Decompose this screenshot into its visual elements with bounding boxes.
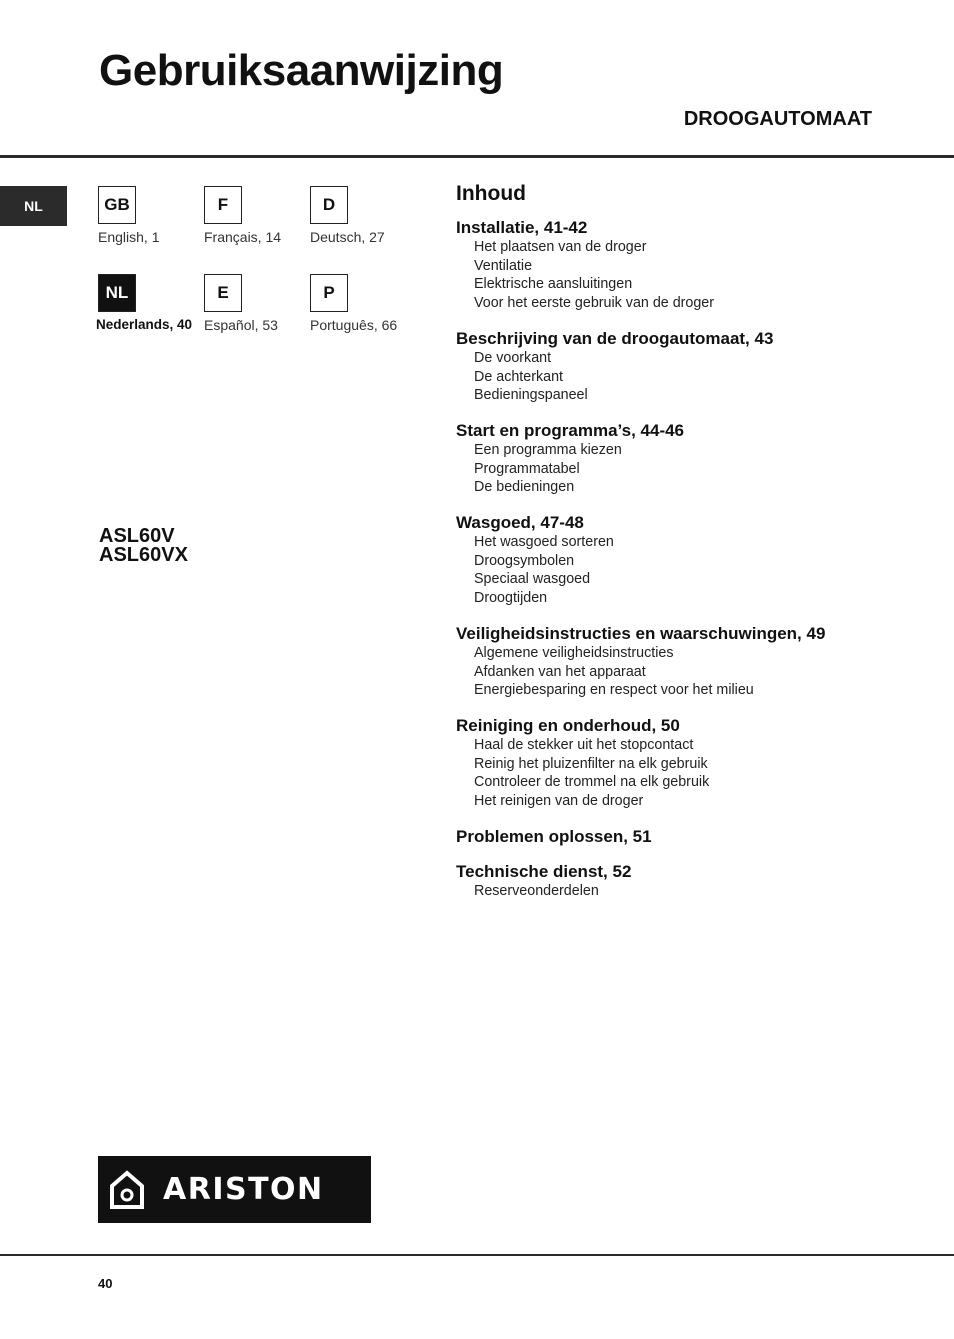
language-caption: English, 1 xyxy=(98,229,160,245)
language-caption: Nederlands, 40 xyxy=(96,317,193,332)
model-numbers xyxy=(99,527,188,565)
toc-subitems xyxy=(474,882,926,901)
house-icon xyxy=(109,1170,145,1210)
toc-subitem[interactable]: Energiebesparing en respect voor het milieu xyxy=(474,682,754,699)
language-code-box: E xyxy=(204,274,242,312)
toc-section-title[interactable]: Reiniging en onderhoud, 50 xyxy=(456,715,680,735)
toc-subitem[interactable]: Voor het eerste gebruik van de droger xyxy=(474,295,715,312)
language-caption: Deutsch, 27 xyxy=(310,229,385,245)
toc-subitem[interactable]: Elektrische aansluitingen xyxy=(474,276,633,293)
language-code-box: GB xyxy=(98,186,136,224)
table-of-contents xyxy=(456,182,926,916)
language-code-box: P xyxy=(310,274,348,312)
language-nl[interactable] xyxy=(98,274,192,332)
language-d[interactable] xyxy=(310,186,385,245)
toc-heading: Inhoud xyxy=(456,182,526,205)
toc-subitem[interactable]: Haal de stekker uit het stopcontact xyxy=(474,736,694,753)
toc-subitem[interactable]: Droogtijden xyxy=(474,590,548,607)
top-divider xyxy=(0,155,954,158)
toc-section-title[interactable]: Beschrijving van de droogautomaat, 43 xyxy=(456,328,774,348)
toc-section xyxy=(456,513,926,608)
model-number: ASL60V xyxy=(99,525,175,547)
toc-subitem[interactable]: Droogsymbolen xyxy=(474,552,575,569)
language-f[interactable] xyxy=(204,186,281,245)
language-p[interactable] xyxy=(310,274,397,333)
language-code-box: D xyxy=(310,186,348,224)
language-side-tab: NL xyxy=(0,186,67,226)
language-code-box: NL xyxy=(98,274,136,312)
toc-subitem[interactable]: Controleer de trommel na elk gebruik xyxy=(474,774,710,791)
toc-subitem[interactable]: Het reinigen van de droger xyxy=(474,793,644,810)
toc-section xyxy=(456,218,926,313)
toc-subitem[interactable]: Ventilatie xyxy=(474,257,533,274)
bottom-divider xyxy=(0,1254,954,1256)
toc-subitems xyxy=(474,238,926,313)
toc-subitems xyxy=(474,349,926,405)
brand-name: ARISTON xyxy=(163,1172,324,1207)
language-caption: Português, 66 xyxy=(310,317,398,333)
toc-section-title[interactable]: Wasgoed, 47-48 xyxy=(456,513,584,533)
toc-subitem[interactable]: Reserveonderdelen xyxy=(474,882,599,899)
toc-subitems xyxy=(474,736,926,811)
toc-section xyxy=(456,624,926,700)
language-caption: Français, 14 xyxy=(204,229,282,245)
product-type: DROOGAUTOMAAT xyxy=(683,108,872,130)
toc-subitems xyxy=(474,441,926,497)
toc-subitem[interactable]: Bedieningspaneel xyxy=(474,387,588,404)
toc-subitem[interactable]: Programmatabel xyxy=(474,460,580,477)
toc-subitem[interactable]: De bedieningen xyxy=(474,479,575,496)
toc-section xyxy=(456,421,926,497)
toc-section-title[interactable]: Installatie, 41-42 xyxy=(456,218,588,237)
toc-section xyxy=(456,827,926,846)
toc-subitem[interactable]: Algemene veiligheidsinstructies xyxy=(474,644,674,661)
toc-section-title[interactable]: Problemen oplossen, 51 xyxy=(456,826,652,846)
model-number: ASL60VX xyxy=(99,544,188,566)
brand-logo xyxy=(98,1156,371,1223)
toc-subitem[interactable]: Reinig het pluizenfilter na elk gebruik xyxy=(474,755,708,772)
language-caption: Español, 53 xyxy=(204,317,278,333)
toc-subitem[interactable]: De voorkant xyxy=(474,349,552,366)
page-number: 40 xyxy=(98,1276,113,1291)
language-e[interactable] xyxy=(204,274,278,333)
toc-section xyxy=(456,716,926,811)
toc-section xyxy=(456,862,926,901)
toc-subitem[interactable]: Het plaatsen van de droger xyxy=(474,239,647,255)
toc-subitem[interactable]: Afdanken van het apparaat xyxy=(474,663,646,680)
toc-subitem[interactable]: Een programma kiezen xyxy=(474,441,622,458)
toc-subitem[interactable]: Het wasgoed sorteren xyxy=(474,534,614,551)
toc-subitems xyxy=(474,533,926,608)
toc-section-title[interactable]: Veiligheidsinstructies en waarschuwingen, 49 xyxy=(456,623,826,643)
toc-sections xyxy=(456,218,926,900)
toc-section-title[interactable]: Technische dienst, 52 xyxy=(456,861,632,881)
toc-subitem[interactable]: Speciaal wasgoed xyxy=(474,571,591,588)
language-gb[interactable] xyxy=(98,186,159,245)
page-title: Gebruiksaanwijzing xyxy=(99,46,504,95)
toc-section-title[interactable]: Start en programma’s, 44-46 xyxy=(456,420,685,440)
toc-subitems xyxy=(474,644,926,700)
language-code-box: F xyxy=(204,186,242,224)
toc-section xyxy=(456,329,926,405)
toc-subitem[interactable]: De achterkant xyxy=(474,368,564,385)
